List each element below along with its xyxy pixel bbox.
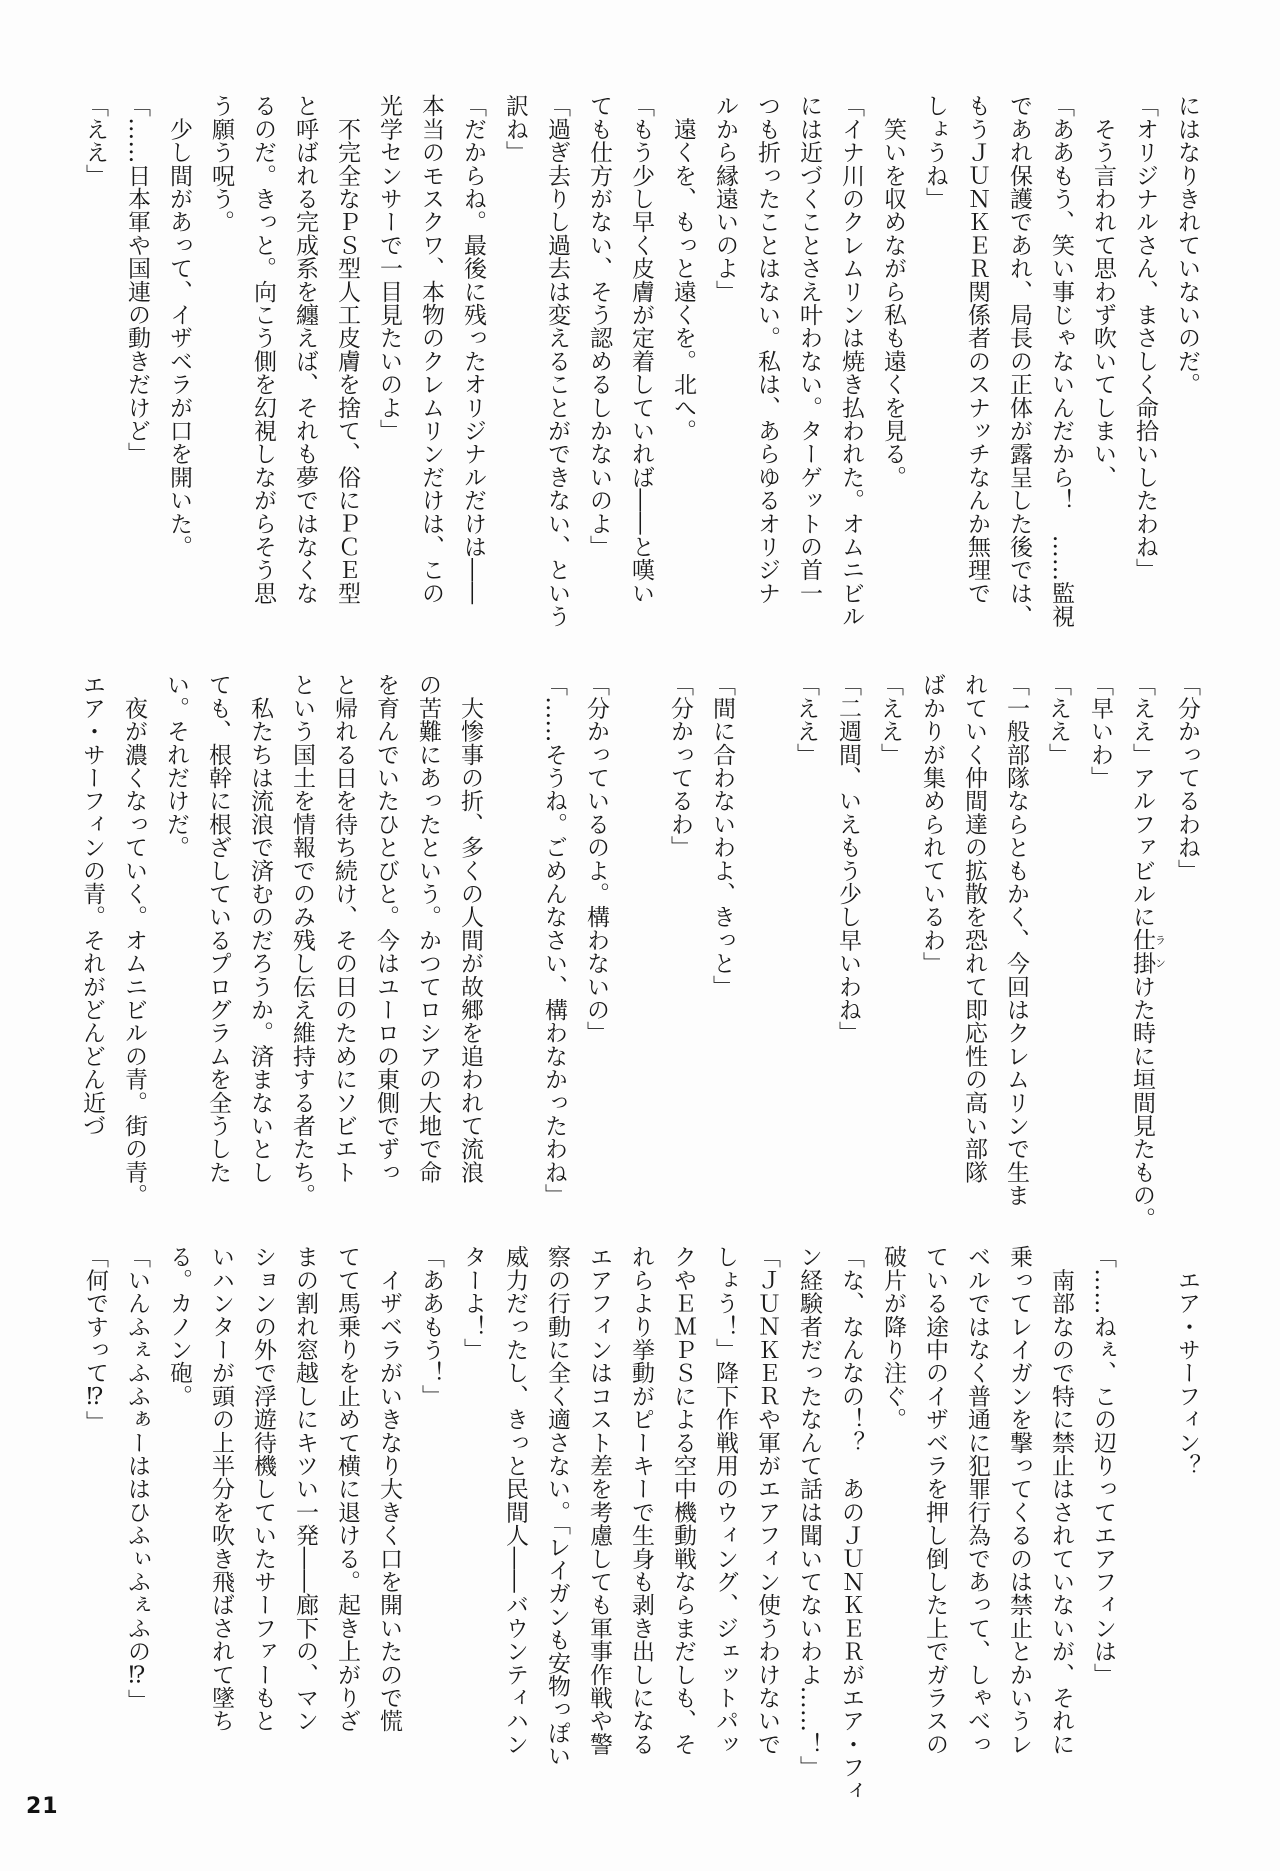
text-column: そう言われて思わず吹いてしまい、: [1090, 94, 1116, 489]
text-column: ルから縁遠いのよ」: [712, 94, 738, 303]
text-column: 「過ぎ去りし過去は変えることができない、という: [544, 94, 570, 628]
text-column: ションの外で浮遊待機していたサーファーもと: [250, 1245, 276, 1733]
text-column: れらより挙動がピーキーで生身も剥き出しになる: [628, 1245, 654, 1756]
text-column: 遠くを、もっと遠くを。北へ。: [670, 94, 696, 442]
text-column: と帰れる日を待ち続け、その日のためにソビエト: [331, 673, 357, 1184]
text-column: にはなりきれていないのだ。: [1174, 94, 1200, 396]
text-column: 「ああもう！」: [418, 1245, 444, 1408]
text-column: エアフィンはコスト差を考慮しても軍事作戦や警: [586, 1245, 612, 1756]
text-column: 「ＪＵＮＫＥＲや軍がエアフィン使うわけないで: [754, 1245, 780, 1756]
text-column: 私たちは流浪で済むのだろうか。済まないとし: [247, 673, 273, 1184]
text-column: いハンターが頭の上半分を吹き飛ばされて墜ち: [208, 1245, 234, 1733]
text-column: 「ええ」: [793, 673, 819, 766]
text-column: ても、根幹に根ざしているプログラムを全うした: [205, 673, 231, 1184]
text-column: 「オリジナルさん、まさしく命拾いしたわね」: [1132, 94, 1158, 582]
text-block-bot: [74, 1245, 1208, 1802]
text-column: 南部なので特に禁止はされていないが、それに: [1048, 1245, 1074, 1756]
text-column: 「ええ」: [877, 673, 903, 766]
text-column: つも折ったことはない。私は、あらゆるオリジナ: [754, 94, 780, 605]
text-column: 「二週間、いえもう少し早いわね」: [835, 673, 861, 1045]
text-column: 「分かってるわね」: [1174, 673, 1200, 882]
text-column: 「イナ川のクレムリンは焼き払われた。オムニビル: [838, 94, 864, 628]
text-column: ている途中のイザベラを押し倒した上でガラスの: [922, 1245, 948, 1756]
text-block-mid: [74, 673, 1208, 1230]
text-column: る。カノン砲。: [166, 1245, 192, 1408]
text-column: 「だからね。最後に残ったオリジナルだけは――: [460, 94, 486, 605]
text-column: 大惨事の折、多くの人間が故郷を追われて流浪: [457, 673, 483, 1184]
ruby-base: 仕掛: [1129, 928, 1155, 975]
text-column: ばかりが集められているわ」: [919, 673, 945, 975]
text-column: ン経験者だったなんて話は聞いてないわよ……！」: [796, 1245, 822, 1779]
page-number: 21: [26, 1794, 59, 1819]
text-column: 「何ですって⁉」: [82, 1245, 108, 1434]
text-column: 夜が濃くなっていく。オムニビルの青。街の青。: [121, 673, 147, 1207]
text-column: [491, 673, 533, 1203]
text-column: [1121, 673, 1167, 1230]
text-column: 「もう少し早く皮膚が定着していれば――と嘆い: [628, 94, 654, 605]
text-column: 察の行動に全く適さない。「レイガンも安物っぽい: [544, 1245, 570, 1768]
text-column: 訳ね」: [502, 94, 528, 164]
text-column: もうＪＵＮＫＥＲ関係者のスナッチなんか無理で: [964, 94, 990, 605]
text-column: てて馬乗りを止めて横に退ける。起き上がりざ: [334, 1245, 360, 1733]
text-column: 「ええ」: [82, 94, 108, 187]
text-column: を育んでいたひとびと。今はユーロの東側でずっ: [373, 673, 399, 1184]
text-column: エア・サーフィン？: [1174, 1245, 1200, 1477]
text-column: しょうね」: [922, 94, 948, 210]
text-segment: 「ええ」アルファビルに: [1129, 673, 1155, 929]
text-column: 「ああもう、笑い事じゃないんだから！ ……監視: [1048, 94, 1074, 628]
text-column: 威力だったし、きっと民間人――バウンティハン: [502, 1245, 528, 1756]
text-column: 「な、なんなの！？ あのＪＵＮＫＥＲがエア・フィ: [838, 1245, 864, 1802]
text-column: 「分かってるわ」: [667, 673, 693, 859]
text-column: 光学センサーで一目見たいのよ」: [376, 94, 402, 442]
text-column: 乗ってレイガンを撃ってくるのは禁止とかいうレ: [1006, 1245, 1032, 1756]
text-column: [743, 673, 785, 1203]
text-column: ベルではなく普通に犯罪行為であって、しゃべっ: [964, 1245, 990, 1756]
text-column: 「早いわ」: [1087, 673, 1113, 789]
text-column: クやＥＭＰＳによる空中機動戦ならまだしも、そ: [670, 1245, 696, 1756]
text-column: う願う呪う。: [208, 94, 234, 234]
text-column: れていく仲間達の拡散を恐れて即応性の高い部隊: [961, 673, 987, 1184]
text-column: という国土を情報でのみ残し伝え維持する者たち。: [289, 673, 315, 1207]
text-column: 「ええ」: [1045, 673, 1071, 766]
text-column: 「一般部隊ならともかく、今回はクレムリンで生ま: [1003, 673, 1029, 1207]
text-column: 「間に合わないわよ、きっと」: [709, 673, 735, 998]
text-block-top: [74, 94, 1208, 628]
text-column: 笑いを収めながら私も遠くを見る。: [880, 94, 906, 489]
text-column: しょう！」降下作戦用のウィング、ジェットパッ: [712, 1245, 738, 1756]
text-column: 「いんふぇふふぁーははひふぃふぇふの⁉」: [124, 1245, 150, 1712]
text-column: [1124, 1245, 1166, 1775]
text-column: と呼ばれる完成系を纏えば、それも夢ではなくな: [292, 94, 318, 605]
ruby-annotation: [1129, 928, 1167, 975]
text-column: 「……そうね。ごめんなさい、構わなかったわね」: [541, 673, 567, 1207]
text-column: い。それだけだ。: [163, 673, 189, 859]
ruby-text: ラン: [1153, 928, 1167, 975]
text-column: エア・サーフィンの青。それがどんどん近づ: [79, 673, 105, 1137]
text-segment: けた時に垣間見たもの。: [1129, 974, 1155, 1230]
text-column: であれ保護であれ、局長の正体が露呈した後では、: [1006, 94, 1032, 628]
text-column: 「……ねぇ、この辺りってエアフィンは」: [1090, 1245, 1116, 1686]
text-column: ターよ！」: [460, 1245, 486, 1361]
text-column: まの割れ窓越しにキツい一発――廊下の、マン: [292, 1245, 318, 1733]
text-column: イザベラがいきなり大きく口を開いたので慌: [376, 1245, 402, 1733]
text-column: 本当のモスクワ、本物のクレムリンだけは、この: [418, 94, 444, 605]
text-column: には近づくことさえ叶わない。ターゲットの首一: [796, 94, 822, 605]
text-column: 少し間があって、イザベラが口を開いた。: [166, 94, 192, 558]
text-column: ても仕方がない、そう認めるしかないのよ」: [586, 94, 612, 558]
text-column: 「分かっているのよ。構わないの」: [583, 673, 609, 1045]
text-column: るのだ。きっと。向こう側を幻視しながらそう思: [250, 94, 276, 605]
text-column: 「……日本軍や国連の動きだけど」: [124, 94, 150, 466]
text-column: 破片が降り注ぐ。: [880, 1245, 906, 1431]
text-column: [617, 673, 659, 1203]
text-column: の苦難にあったという。かつてロシアの大地で命: [415, 673, 441, 1184]
text-column: 不完全なＰＳ型人工皮膚を捨て、俗にＰＣＥ型: [334, 94, 360, 605]
